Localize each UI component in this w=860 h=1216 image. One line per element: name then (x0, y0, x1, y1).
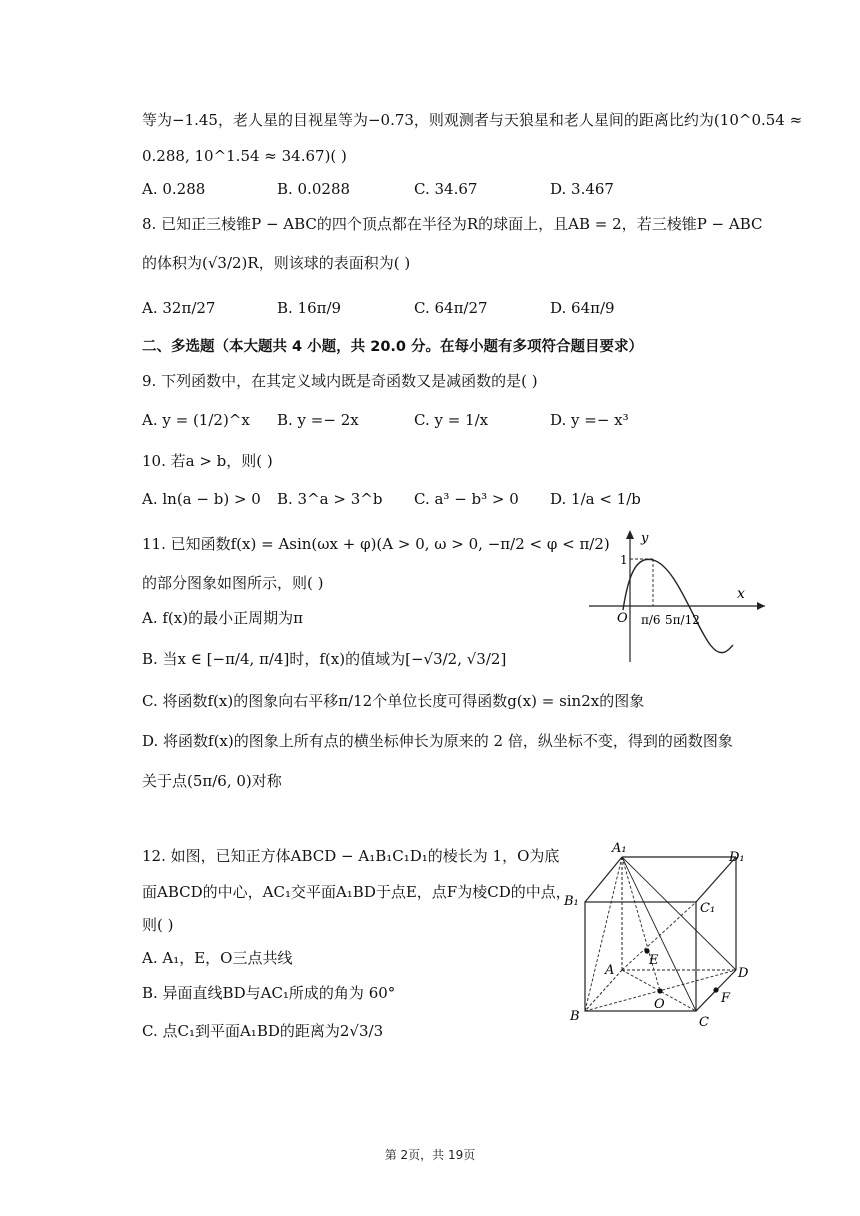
q11-option-b: B. 当x ∈ [−π/4, π/4]时，f(x)的值域为[−√3/2, √3/2] (142, 650, 507, 668)
q11-option-d-line-1: D. 将函数f(x)的图象上所有点的横坐标伸长为原来的 2 倍，纵坐标不变，得到的函数图象 (142, 732, 733, 750)
q12-option-b: B. 异面直线BD与AC₁所成的角为 60° (142, 984, 396, 1002)
q8-option-d: D. 64π/9 (550, 299, 615, 317)
q12-option-c: C. 点C₁到平面A₁BD的距离为2√3/3 (142, 1022, 384, 1040)
q9-stem: 9. 下列函数中，在其定义域内既是奇函数又是减函数的是( ) (142, 372, 538, 390)
q9-option-c: C. y = 1/x (414, 411, 489, 429)
point-f (713, 987, 718, 992)
point-o (657, 988, 662, 993)
q7-option-b: B. 0.0288 (277, 180, 351, 198)
q7-continuation-line-1: 等为−1.45，老人星的目视星等为−0.73，则观测者与天狼星和老人星间的距离比约为(10^0.54 ≈ (142, 111, 803, 129)
q12-cube-figure (560, 838, 760, 1038)
q11-graph-x-label: x (737, 586, 745, 602)
q11-sine-graph (583, 526, 783, 666)
q11-option-d-line-2: 关于点(5π/6, 0)对称 (142, 772, 282, 790)
q7-option-d: D. 3.467 (550, 180, 614, 198)
q11-graph-tick-5pi-12: 5π/12 (665, 613, 700, 627)
q9-option-d: D. y =− x³ (550, 411, 629, 429)
q11-graph-y-label: y (641, 531, 649, 546)
section-heading-multiple-choice: 二、多选题（本大题共 4 小题，共 20.0 分。在每小题有多项符合题目要求） (142, 339, 644, 355)
q7-continuation-line-2: 0.288, 10^1.54 ≈ 34.67)( ) (142, 147, 347, 165)
label-d1: D₁ (729, 850, 745, 865)
q8-stem-line-1: 8. 已知正三棱锥P − ABC的四个顶点都在半径为R的球面上，且AB = 2，若三棱锥P − ABC (142, 215, 763, 233)
q10-option-c: C. a³ − b³ > 0 (414, 490, 519, 508)
q8-stem-line-2: 的体积为(√3/2)R，则该球的表面积为( ) (142, 254, 411, 272)
q8-option-a: A. 32π/27 (142, 299, 216, 317)
q11-stem-line-1: 11. 已知函数f(x) = Asin(ωx + φ)(A > 0, ω > 0, −π/2 < φ < π/2) (142, 535, 610, 553)
q11-stem-line-2: 的部分图象如图所示，则( ) (142, 574, 324, 592)
q11-option-a: A. f(x)的最小正周期为π (142, 609, 303, 627)
label-d: D (738, 966, 749, 981)
q11-graph-origin-label: O (617, 611, 628, 626)
label-b1: B₁ (564, 894, 579, 909)
label-c: C (699, 1015, 709, 1030)
label-f: F (721, 991, 731, 1006)
q10-stem: 10. 若a > b，则( ) (142, 452, 273, 470)
q10-option-a: A. ln(a − b) > 0 (142, 490, 261, 508)
q9-option-a: A. y = (1/2)^x (142, 411, 250, 429)
label-o: O (654, 997, 665, 1012)
q12-stem-line-2: 面ABCD的中心，AC₁交平面A₁BD于点E，点F为棱CD的中点， (142, 883, 571, 901)
q12-stem-line-3: 则( ) (142, 916, 174, 934)
q9-option-b: B. y =− 2x (277, 411, 359, 429)
q10-option-d: D. 1/a < 1/b (550, 490, 641, 508)
q12-stem-line-1: 12. 如图，已知正方体ABCD − A₁B₁C₁D₁的棱长为 1，O为底 (142, 847, 560, 865)
label-c1: C₁ (700, 901, 716, 916)
label-e: E (649, 953, 659, 968)
q7-option-a: A. 0.288 (142, 180, 206, 198)
q11-option-c: C. 将函数f(x)的图象向右平移π/12个单位长度可得函数g(x) = sin2x的图象 (142, 692, 645, 710)
page-footer: 第 2页，共 19页 (384, 1148, 476, 1162)
q7-option-c: C. 34.67 (414, 180, 478, 198)
q12-option-a: A. A₁，E，O三点共线 (142, 949, 293, 967)
label-a1: A₁ (612, 841, 627, 856)
label-a: A (605, 963, 615, 978)
q11-graph-tick-y-1: 1 (620, 553, 628, 567)
q8-option-b: B. 16π/9 (277, 299, 342, 317)
q10-option-b: B. 3^a > 3^b (277, 490, 383, 508)
label-b: B (570, 1009, 580, 1024)
q8-option-c: C. 64π/27 (414, 299, 488, 317)
q11-graph-tick-pi-6: π/6 (641, 613, 661, 627)
